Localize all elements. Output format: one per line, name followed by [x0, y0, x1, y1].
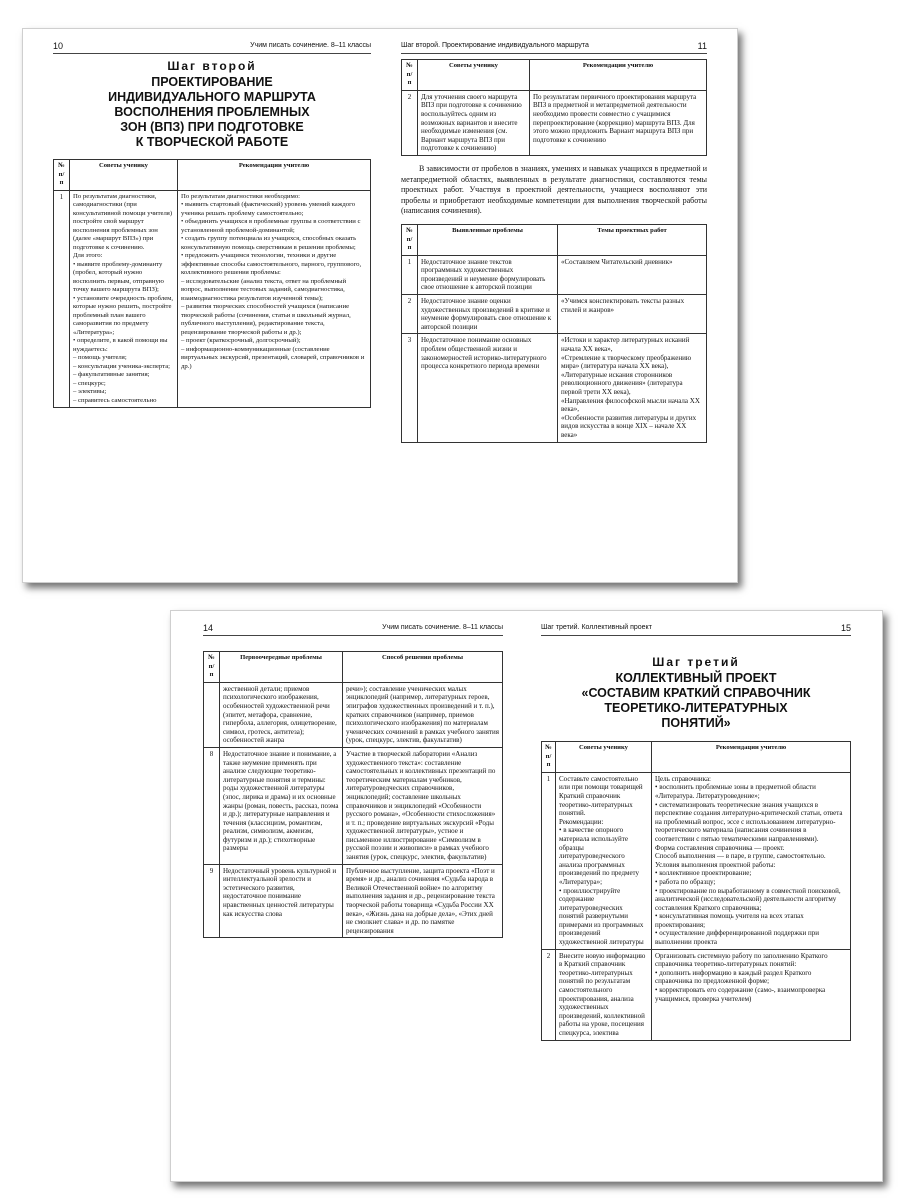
column-header: № п/п	[402, 60, 418, 91]
student-advice-cell: Составьте самостоятельно или при помощи товарищей Краткий справочник теоретико-литературных понятий. Рекомендации: • в качестве опорного материала используйте образцы литературоведческого анализа программных произведений по предмету «Литература»; • проиллюстрируйте содержание литературоведческих понятий развернутыми примерами из программных произведений художественной литературы	[556, 772, 652, 949]
title-line: ПОНЯТИЙ»	[661, 716, 731, 730]
advice-table	[53, 159, 371, 408]
page-11	[401, 29, 707, 582]
table-header-row	[54, 160, 371, 191]
row-number: 8	[204, 747, 220, 864]
column-header: Рекомендации учителю	[652, 742, 851, 773]
table-row	[402, 295, 707, 334]
topic-cell: «Истоки и характер литературных исканий начала XX века», «Стремление к творческому преображению мира» (литература начала XX века), «Литературные искания сторонников революционного движения» (литература первой трети XX века), «Направления философской мысли начала XX века», «Особенности развития литературы и других видов искусства в конце XIX – начале XX века»	[558, 334, 707, 442]
running-head: Учим писать сочинение. 8–11 классы	[382, 624, 503, 631]
table-row	[204, 747, 503, 864]
table-row	[204, 682, 503, 747]
running-head: Учим писать сочинение. 8–11 классы	[250, 42, 371, 49]
row-number: 2	[402, 295, 418, 334]
table-row	[54, 190, 371, 408]
row-number: 9	[204, 864, 220, 938]
student-advice-cell: Внесите новую информацию в Краткий справочник теоретико-литературных понятий по результатам самостоятельного проектирования, анализа художественных произведений, коллективной работы на уроке, посещения спецкурса, электива	[556, 949, 652, 1040]
page-14	[203, 611, 503, 1181]
column-header: № п/п	[542, 742, 556, 773]
section-heading	[53, 59, 371, 150]
step-label: Шаг второй	[167, 59, 257, 73]
row-number: 2	[542, 949, 556, 1040]
column-header: № п/п	[204, 652, 220, 683]
column-header: № п/п	[402, 224, 418, 255]
problems-solutions-table	[203, 651, 503, 938]
page-header	[541, 623, 851, 636]
column-header: Темы проектных работ	[558, 224, 707, 255]
column-header: Рекомендации учителю	[178, 160, 371, 191]
problem-cell: Недостаточный уровень культурной и интеллектуальной зрелости и эстетического развития, недостаточное понимание нравственных ценностей литературы как искусства слова	[220, 864, 343, 938]
column-header: Советы ученику	[70, 160, 178, 191]
table-header-row	[204, 652, 503, 683]
table-header-row	[402, 60, 707, 91]
row-number: 2	[402, 90, 418, 155]
table-row	[204, 864, 503, 938]
table-row	[402, 90, 707, 155]
solution-cell: речи»); составление ученических малых энциклопедий (например, литературных героев, эпиграфов художественных произведений и т. п.), кратких справочников (например, приемов психологического изображения) по материалам ученических сочинений в рамках учебного занятия (урок, спецкурс, электив, факультатив)	[343, 682, 503, 747]
title-line: ТЕОРЕТИКО-ЛИТЕРАТУРНЫХ	[604, 701, 788, 715]
project-advice-table	[541, 741, 851, 1041]
table-row	[402, 334, 707, 442]
topic-cell: «Составляем Читательский дневник»	[558, 255, 707, 294]
teacher-recommendation-cell: По результатам первичного проектирования маршрута ВПЗ в предметной и метапредметной деятельности необходимо провести совместно с учащимися перепроектирование (коррекцию) маршрута ВПЗ. Для этого можно предложить Вариант маршрута ВПЗ при подготовке к сочинению	[530, 90, 707, 155]
page-header	[401, 41, 707, 54]
running-head: Шаг третий. Коллективный проект	[541, 624, 652, 631]
column-header: Первоочередные проблемы	[220, 652, 343, 683]
column-header: Советы ученику	[556, 742, 652, 773]
section-heading	[541, 655, 851, 731]
row-number: 1	[402, 255, 418, 294]
table-row	[542, 949, 851, 1040]
problem-cell: Недостаточное знание текстов программных художественных произведений и неумение формулировать свое отношение к авторской позиции	[418, 255, 558, 294]
title-line: КОЛЛЕКТИВНЫЙ ПРОЕКТ	[615, 671, 777, 685]
table-row	[402, 255, 707, 294]
running-head: Шаг второй. Проектирование индивидуального маршрута	[401, 42, 589, 49]
row-number: 1	[54, 190, 70, 408]
row-number	[204, 682, 220, 747]
title-line: ВОСПОЛНЕНИЯ ПРОБЛЕМНЫХ	[114, 105, 310, 119]
page-number: 14	[203, 623, 214, 633]
column-header: Выявленные проблемы	[418, 224, 558, 255]
column-header: Советы ученику	[418, 60, 530, 91]
solution-cell: Участие в творческой лаборатории «Анализ художественного текста»: составление самостоятельных и коллективных презентаций по теоретическим материалам учебников, литературоведческих справочников, энциклопедий; составление школьных справочников и энциклопедий «Особенности русского романа», «Особенности стихосложения» и т. п.; проведение виртуальных экскурсий «Роды художественной литературы», устное и письменное иллюстрирование «Символизм в русской поэзии и живописи» в рамках учебного занятия (урок, спецкурс, электив, факультатив)	[343, 747, 503, 864]
column-header: Рекомендации учителю	[530, 60, 707, 91]
page-number: 10	[53, 41, 64, 51]
title-line: ИНДИВИДУАЛЬНОГО МАРШРУТА	[108, 90, 316, 104]
page-15	[541, 611, 851, 1181]
problem-cell: Недостаточное понимание основных проблем общественной жизни и закономерностей историко-литературного процесса конкретного периода времени	[418, 334, 558, 442]
title-line: «СОСТАВИМ КРАТКИЙ СПРАВОЧНИК	[581, 686, 811, 700]
title-line: К ТВОРЧЕСКОЙ РАБОТЕ	[135, 135, 289, 149]
row-number: 1	[542, 772, 556, 949]
column-header: Способ решения проблемы	[343, 652, 503, 683]
student-advice-cell: Для уточнения своего маршрута ВПЗ при подготовке к сочинению воспользуйтесь одним из возможных вариантов и внесите необходимые изменения (см. Вариант маршрута ВПЗ при подготовке к сочинению)	[418, 90, 530, 155]
topic-cell: «Учимся конспектировать тексты разных стилей и жанров»	[558, 295, 707, 334]
title-line: ЗОН (ВПЗ) ПРИ ПОДГОТОВКЕ	[120, 120, 304, 134]
table-header-row	[402, 224, 707, 255]
teacher-recommendation-cell: Организовать системную работу по заполнению Краткого справочника теоретико-литературных понятий: • дополнить информацию в каждый раздел Краткого справочника по предложенной форме; • корректировать его содержание (само-, взаимопроверка учащимися, проверка учителем)	[652, 949, 851, 1040]
project-topics-table	[401, 224, 707, 443]
title-line: ПРОЕКТИРОВАНИЕ	[151, 75, 273, 89]
book-spread-pages-10-11	[22, 28, 738, 583]
body-paragraph: В зависимости от пробелов в знаниях, умениях и навыках учащихся в предметной и метапредметной областях, выявленных в результате диагностики, составляются темы проектных работ. Участвуя в проектной деятельности, учащиеся восполняют эти пробелы и приобретают необходимые компетенции для выполнения творческой работы (написания сочинения).	[401, 163, 707, 216]
table-header-row	[542, 742, 851, 773]
step-label: Шаг третий	[652, 655, 740, 669]
page-10	[53, 29, 371, 582]
student-advice-cell: По результатам диагностики, самодиагностики (при консультативной помощи учителя) постройте свой маршрут восполнения проблемных зон (далее «маршрут ВПЗ») при подготовке к сочинению. Для этого: • выявите проблему-доминанту (пробел, который нужно восполнить первым, отправную точку вашего маршрута ВПЗ); • установите очередность проблем, которые нужно решить, постройте проблемный план вашего саморазвития по предмету «Литература»; • определите, в какой помощи вы нуждаетесь: – помощь учителя; – консультации ученика-эксперта; – факультативные занятия; – спецкурс; – элективы; – справитесь самостоятельно	[70, 190, 178, 408]
problem-cell: Недостаточное знание и понимание, а также неумение применять при анализе следующие теоретико-литературные понятия и термины: роды художественной литературы (эпос, лирика и драма) и их основные жанры (роман, повесть, рассказ, поэма и др.); литературные направления и течения (классицизм, романтизм, реализм, символизм, акмеизм, футуризм и др.); стихотворные размеры	[220, 747, 343, 864]
table-row	[542, 772, 851, 949]
page-number: 11	[697, 41, 707, 51]
solution-cell: Публичное выступление, защита проекта «Поэт и время» и др., анализ сочинения «Судьба народа в Великой Отечественной войне» по алгоритму выполнения задания и др., рецензирование текста творческой работы товарища «Судьба России XX века», «Жизнь дана на добрые дела», «Этих дней не смолкнет слава» и др. по памятке рецензирования	[343, 864, 503, 938]
teacher-recommendation-cell: По результатам диагностики необходимо: • выявить стартовый (фактический) уровень умений каждого ученика решать проблему самостоятельно; • объединить учащихся в проблемные группы в соответствии с установленной проблемой-доминантой; • создать группу потенциала из учащихся, способных оказать консультативную помощь сверстникам в решении проблемы; • предложить учащимся технологии, техники и другие эффективные способы самостоятельного, парного, группового, коллективного решения проблемы: – исследовательские (анализ текста, ответ на проблемный вопрос, выполнение тестовых заданий, самодиагностика, взаимодиагностика результатов изученной темы); – развития творческих способностей учащихся (написание творческой работы (сочинения, статьи в школьный журнал, публичного выступления), редактирование текста, рецензирование творческой работы и др.); – проект (краткосрочный, долгосрочный); – информационно-коммуникационные (составление виртуальных экскурсий, презентаций, словарей, справочников и др.)	[178, 190, 371, 408]
problem-cell: жественной детали; приемов психологического изображения, особенностей художественной речи (эпитет, метафора, сравнение, гипербола, аллегория, олицетворение, символ, гротеск, антитеза); особенностей жанра	[220, 682, 343, 747]
problem-cell: Недостаточное знание оценки художественных произведений в критике и неумение формулировать свое отношение к авторской позиции	[418, 295, 558, 334]
book-spread-pages-14-15	[170, 610, 883, 1182]
column-header: № п/п	[54, 160, 70, 191]
row-number: 3	[402, 334, 418, 442]
teacher-recommendation-cell: Цель справочника: • восполнить проблемные зоны в предметной области «Литература. Литературоведение»; • систематизировать теоретические знания учащихся в перспективе создания литературно-критической статьи, ответа на проблемный вопрос, эссе с использованием литературно-теоретического материала (написания сочинения в соответствии с пятью тематическими направлениями). Форма составления справочника — проект. Способ выполнения — в паре, в группе, самостоятельно. Условия выполнения проектной работы: • коллективное проектирование; • работа по образцу; • проектирование по выработанному в совместной поисковой, аналитической (исследовательской) деятельности алгоритму составления Краткого справочника; • консультативная помощь учителя на всех этапах проектирования; • осуществление дифференцированной поддержки при выполнении проекта	[652, 772, 851, 949]
advice-table-continued	[401, 59, 707, 156]
page-number: 15	[840, 623, 851, 633]
page-header	[53, 41, 371, 54]
page-header	[203, 623, 503, 636]
